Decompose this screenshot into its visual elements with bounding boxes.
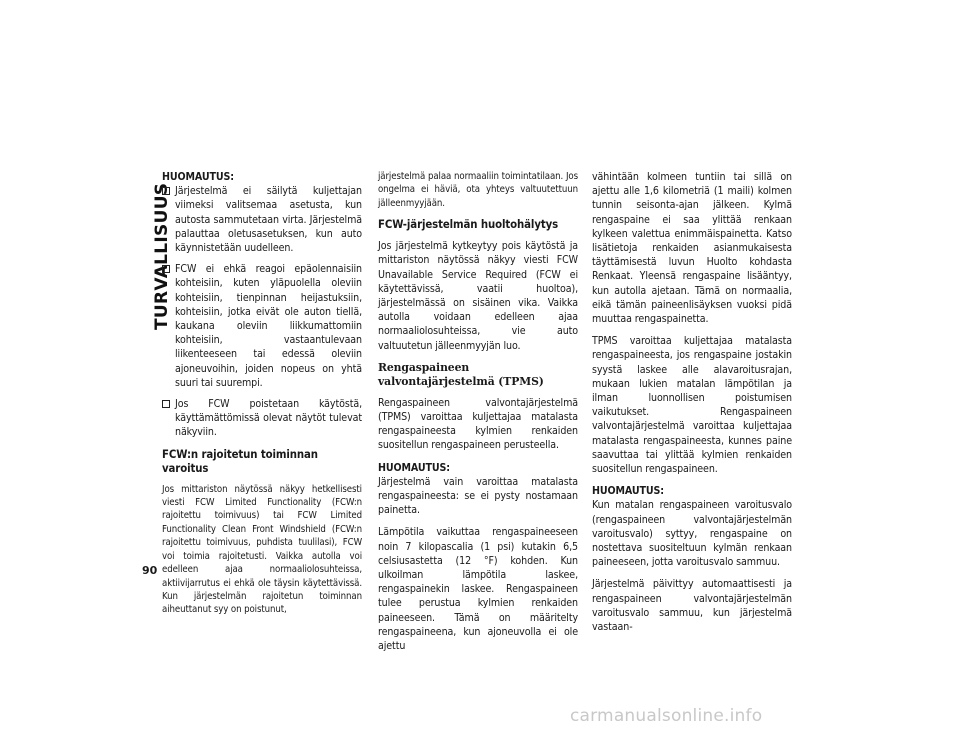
note-bullet-list: [162, 184, 362, 439]
body-paragraph: Jos mittariston näytössä näkyy hetkellisesti viesti FCW Limited Functionality (FCW:n rajoitettu toimivuus) tai FCW Limited Functionality Clean Front Windshield (FCW:n rajoitettu toimivuus, puhdista tuulilasi), FCW voi toimia rajoitetusti. Vaikka autolla voi edelleen ajaa normaaliolosuhteissa, aktiivijarrutus ei ehkä ole täysin käytettävissä. Kun järjestelmän rajoitetun toiminnan aiheuttanut syy on poistunut,: [162, 483, 362, 616]
body-paragraph: Rengaspaineen valvontajärjestelmä (TPMS) varoittaa kuljettajaa matalasta rengaspaineesta kylmien renkaiden suositellun rengaspaineen perusteella.: [378, 396, 578, 452]
column-3: [592, 170, 792, 642]
note-label: HUOMAUTUS:: [592, 485, 665, 498]
body-paragraph: TPMS varoittaa kuljettajaa matalasta rengaspaineesta, jos rengaspaine jostakin syystä laskee alle alavaroitusrajan, mukaan lukien matalan lämpötilan ja ilman luonnollisen poistumisen vaikutukset. Rengaspaineen valvontajärjestelmä varoittaa kuljettajaa matalasta rengaspaineesta, kunnes paine saavuttaa tai ylittää kylmien renkaiden suositellun rengaspaineen.: [592, 335, 792, 476]
checkbox-bullet-icon: [162, 265, 170, 273]
list-item-text: Järjestelmä ei säilytä kuljettajan viimeksi valitsemaa asetusta, kun autosta sammutetaan virta. Järjestelmä palauttaa oletusasetuksen, kun auto käynnistetään uudelleen.: [175, 185, 362, 255]
section-heading: Rengaspaineen valvontajärjestelmä (TPMS): [378, 360, 544, 388]
checkbox-bullet-icon: [162, 400, 170, 408]
body-paragraph: järjestelmä palaa normaaliin toimintatilaan. Jos ongelma ei häviä, ota yhteys valtuutettuun jälleenmyyjään.: [378, 171, 578, 209]
body-paragraph: Jos järjestelmä kytkeytyy pois käytöstä ja mittariston näytössä näkyy viesti FCW Unavailable Service Required (FCW ei käytettävissä, vaatii huoltoa), järjestelmässä on sisäinen vika. Vaikka autolla voidaan edelleen ajaa normaaliolosuhteissa, vie auto valtuutetun jälleenmyyjän luo.: [378, 240, 578, 352]
body-paragraph: vähintään kolmeen tuntiin tai sillä on ajettu alle 1,6 kilometriä (1 maili) kolmen tunnin seisonta-ajan jälkeen. Kylmä rengaspaine ei saa ylittää renkaan kylkeen valettua enimmäispainetta. Katso lisätietoja renkaiden asianmukaisesta täyttämisestä luvun Huolto kohdasta Renkaat. Yleensä rengaspaine lisääntyy, kun autolla ajetaan. Tämä on normaalia, eikä tämän paineenlisäyksen vuoksi pidä muuttaa rengaspainetta.: [592, 171, 792, 326]
list-item: [162, 184, 362, 255]
column-1: [162, 170, 362, 625]
note-label: HUOMAUTUS:: [162, 171, 235, 183]
section-heading: FCW-järjestelmän huoltohälytys: [378, 218, 559, 232]
watermark: carmanualsonline.info: [570, 706, 763, 726]
list-item: [162, 262, 362, 390]
section-heading: FCW:n rajoitetun toiminnan varoitus: [162, 447, 318, 475]
list-item: [162, 397, 362, 440]
list-item-text: Jos FCW poistetaan käytöstä, käyttämättömissä olevat näytöt tulevat näkyviin.: [175, 398, 362, 439]
column-2: [378, 170, 578, 661]
note-text: Kun matalan rengaspaineen varoitusvalo (rengaspaineen valvontajärjestelmän varoitusvalo) syttyy, rengaspaine on nostettava suositeltuun kylmän renkaan paineeseen, jotta varoitusvalo sammuu.: [592, 499, 792, 569]
note-text: Järjestelmä vain varoittaa matalasta rengaspaineesta: se ei pysty nostamaan painetta.: [378, 475, 578, 517]
body-paragraph: Lämpötila vaikuttaa rengaspaineeseen noin 7 kilopascalia (1 psi) kutakin 6,5 celsiusastetta (12 °F) kohden. Kun ulkoilman lämpötila laskee, rengaspainekin laskee. Rengaspaineen tulee perustua kylmien renkaiden paineeseen. Tämä on määritelty rengaspaineena, kun ajoneuvolla ei ole ajettu: [378, 526, 578, 653]
body-paragraph: Järjestelmä päivittyy automaattisesti ja rengaspaineen valvontajärjestelmän varoitusvalo sammuu, kun järjestelmä vastaan-: [592, 578, 792, 634]
section-tab: [131, 160, 172, 330]
list-item-text: FCW ei ehkä reagoi epäolennaisiin kohteisiin, kuten yläpuolella oleviin kohteisiin, tienpinnan heijastuksiin, kohteisiin, jotka eivät ole auton tiellä, kaukana oleviin liikkumattomiin kohteisiin, vastaantulevaan liikenteeseen tai edessä oleviin ajoneuvoihin, joiden nopeus on yhtä suuri tai suurempi.: [175, 263, 362, 389]
section-tab-label: TURVALLISUUS: [152, 182, 172, 330]
page-number: 90: [142, 564, 158, 577]
checkbox-bullet-icon: [162, 187, 170, 195]
note-label: HUOMAUTUS:: [378, 461, 451, 474]
